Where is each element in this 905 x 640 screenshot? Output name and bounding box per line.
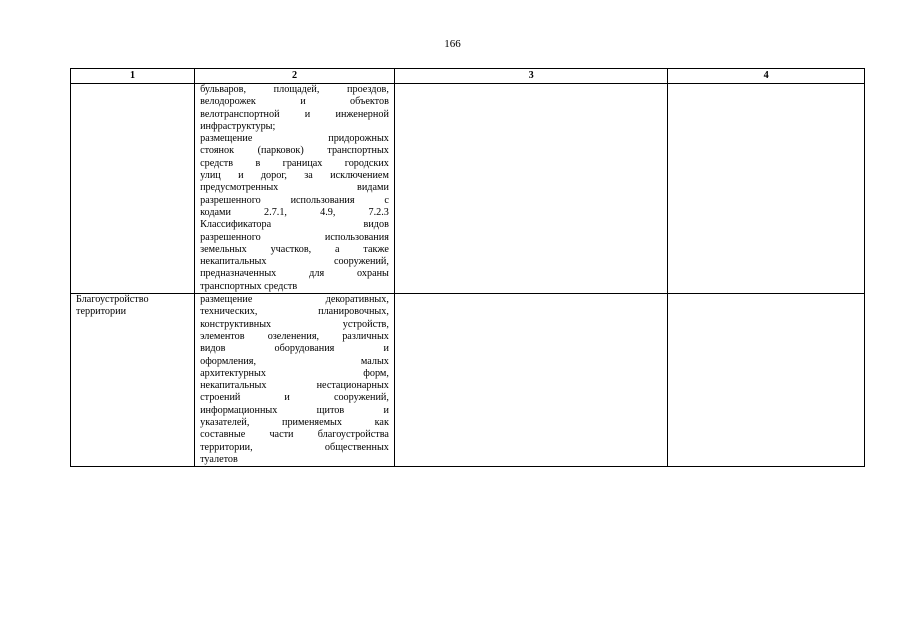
row2-col1: Благоустройство территории xyxy=(71,294,195,467)
text-line: транспортных средств xyxy=(200,280,298,292)
text-line: средств в границах городских xyxy=(200,157,389,169)
row2-col4 xyxy=(668,294,865,467)
text-line: Классификатора видов xyxy=(200,219,389,231)
text-line: указателей, применяемых как xyxy=(200,417,389,429)
table-header-row xyxy=(71,69,865,84)
text-line: разрешенного использования xyxy=(200,231,389,243)
table-row xyxy=(71,84,865,294)
text-line: предусмотренных видами xyxy=(200,182,389,194)
text-line: велотранспортной и инженерной xyxy=(200,108,389,120)
text-line: стоянок (парковок) транспортных xyxy=(200,145,389,157)
table-row xyxy=(71,294,865,467)
text-line: технических, планировочных, xyxy=(200,306,389,318)
header-col-3: 3 xyxy=(394,69,667,84)
text-line: составные части благоустройства xyxy=(200,429,389,441)
text-line: оформления, малых xyxy=(200,355,389,367)
text-line: кодами 2.7.1, 4.9, 7.2.3 xyxy=(200,206,389,218)
text-line: видов оборудования и xyxy=(200,343,389,355)
header-col-4: 4 xyxy=(668,69,865,84)
row2-col3 xyxy=(394,294,667,467)
text-line: разрешенного использования с xyxy=(200,194,389,206)
row1-col1 xyxy=(71,84,195,294)
text-line: информационных щитов и xyxy=(200,404,389,416)
text-line: улиц и дорог, за исключением xyxy=(200,170,389,182)
text-line: инфраструктуры; xyxy=(200,120,276,132)
regulation-table xyxy=(70,68,865,467)
header-col-2: 2 xyxy=(195,69,395,84)
row1-col3 xyxy=(394,84,667,294)
text-line: некапитальных сооружений, xyxy=(200,256,389,268)
text-line: туалетов xyxy=(200,453,238,465)
text-line: некапитальных нестационарных xyxy=(200,380,389,392)
text-line: территории, общественных xyxy=(200,441,389,453)
text-line: бульваров, площадей, проездов, xyxy=(200,84,389,95)
text-line: конструктивных устройств, xyxy=(200,318,389,330)
text-line: строений и сооружений, xyxy=(200,392,389,404)
text-line: велодорожек и объектов xyxy=(200,96,389,108)
row1-col2 xyxy=(195,84,395,294)
row1-col4 xyxy=(668,84,865,294)
text-line: размещение декоративных, xyxy=(200,294,389,306)
text-line: размещение придорожных xyxy=(200,133,389,145)
text-line: архитектурных форм, xyxy=(200,367,389,379)
header-col-1: 1 xyxy=(71,69,195,84)
text-line: предназначенных для охраны xyxy=(200,268,389,280)
row2-col2 xyxy=(195,294,395,467)
text-line: земельных участков, а также xyxy=(200,243,389,255)
text-line: элементов озеленения, различных xyxy=(200,330,389,342)
page-number: 166 xyxy=(444,38,461,50)
